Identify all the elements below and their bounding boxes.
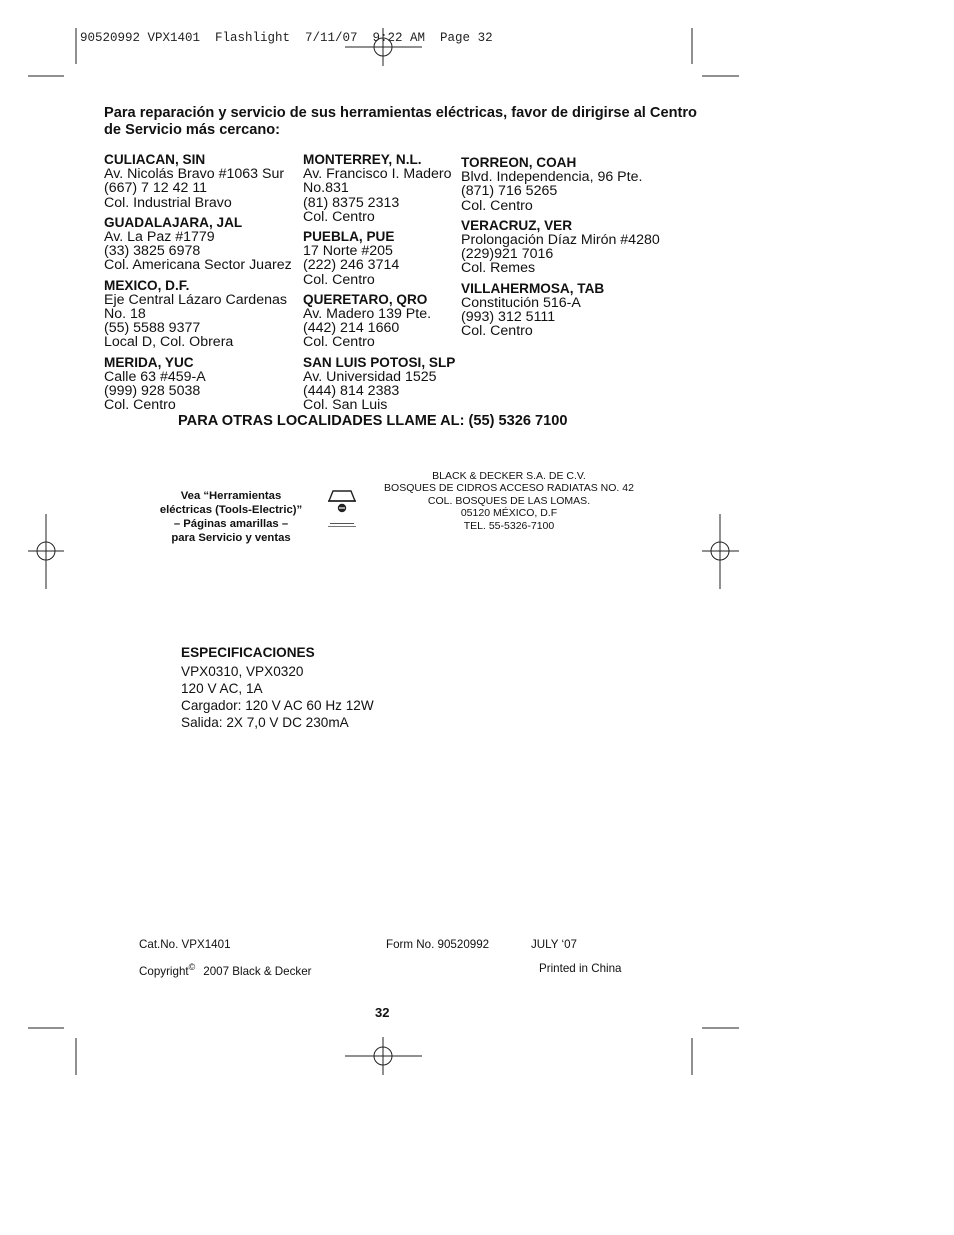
phone-line: (222) 246 3714 [303, 257, 400, 274]
address-line: Blvd. Independencia, 96 Pte. [461, 169, 643, 186]
service-center-puebla [303, 230, 455, 287]
city-name: SAN LUIS POTOSI, SLP [303, 354, 456, 370]
service-center-villahermosa [461, 282, 660, 339]
colonia-line: Col. Centro [104, 397, 176, 414]
spec-line: Cargador: 120 V AC 60 Hz 12W [181, 698, 374, 713]
colonia-line: Col. Industrial Bravo [104, 194, 232, 211]
address-line: Constitución 516-A [461, 294, 581, 311]
service-center-guadalajara [104, 216, 292, 273]
company-name: BLACK & DECKER S.A. DE C.V. [432, 470, 586, 482]
city-name: MEXICO, D.F. [104, 277, 190, 293]
city-name: CULIACAN, SIN [104, 152, 206, 167]
phone-line: (999) 928 5038 [104, 383, 201, 400]
note-line: Vea “Herramientas [180, 490, 282, 502]
service-center-torreon [461, 156, 660, 213]
copyright [139, 962, 312, 978]
service-column-2 [303, 153, 455, 418]
service-column-1 [104, 153, 292, 418]
note-line: para Servicio y ventas [171, 532, 291, 544]
spec-title: ESPECIFICACIONES [181, 645, 315, 660]
spec-line: Salida: 2X 7,0 V DC 230mA [181, 715, 349, 730]
phone-line: (33) 3825 6978 [104, 243, 201, 260]
colonia-line: Col. Centro [461, 323, 533, 340]
colonia-line: Col. Centro [303, 334, 375, 351]
phone-line: (229)921 7016 [461, 246, 554, 263]
address-line: Calle 63 #459-A [104, 368, 206, 385]
colonia-line: Col. Remes [461, 260, 536, 277]
city-name: MONTERREY, N.L. [303, 152, 422, 167]
city-name: QUERETARO, QRO [303, 291, 428, 307]
service-center-monterrey [303, 153, 455, 224]
colonia-line: Col. Centro [461, 197, 533, 214]
phone-line: (871) 716 5265 [461, 183, 558, 200]
copyright-holder: 2007 Black & Decker [203, 964, 312, 978]
colonia-line: Col. Americana Sector Juarez [104, 257, 292, 274]
specifications [181, 644, 374, 731]
address-line: COL. BOSQUES DE LAS LOMAS. [427, 494, 591, 507]
address-line: No. 18 [104, 306, 146, 323]
note-line: – Páginas amarillas – [173, 518, 289, 530]
address-line: 05120 MÉXICO, D.F [460, 507, 558, 520]
service-column-3 [461, 156, 660, 344]
colonia-line: Col. Centro [303, 208, 375, 225]
colonia-line: Local D, Col. Obrera [104, 334, 234, 351]
form-number: Form No. 90520992 [386, 938, 490, 951]
other-locations-callout: PARA OTRAS LOCALIDADES LLAME AL: (55) 5326 7100 [178, 413, 568, 429]
phone-line: (993) 312 5111 [461, 309, 556, 326]
colonia-line: Col. San Luis [303, 397, 388, 414]
phone-line: (81) 8375 2313 [303, 194, 400, 211]
city-name: VERACRUZ, VER [461, 217, 573, 233]
address-line: Av. La Paz #1779 [104, 229, 215, 246]
address-line: No.831 [303, 180, 349, 197]
service-center-mexico-df [104, 279, 292, 350]
city-name: PUEBLA, PUE [303, 229, 395, 245]
copyright-word: Copyright [139, 964, 189, 978]
city-name: MERIDA, YUC [104, 354, 194, 370]
black-decker-address [370, 470, 648, 532]
note-line: eléctricas (Tools-Electric)” [159, 504, 303, 516]
phone-line: (442) 214 1660 [303, 320, 400, 337]
city-name: TORREON, COAH [461, 155, 577, 170]
address-line: Eje Central Lázaro Cardenas [104, 291, 287, 308]
phone-line: (55) 5588 9377 [104, 320, 201, 337]
yellow-pages-logo-icon [324, 487, 360, 535]
address-line: BOSQUES DE CIDROS ACCESO RADIATAS NO. 42 [384, 482, 634, 495]
spec-line: VPX0310, VPX0320 [181, 664, 304, 679]
colonia-line: Col. Centro [303, 271, 375, 288]
city-name: GUADALAJARA, JAL [104, 214, 243, 230]
spec-line: 120 V AC, 1A [181, 681, 263, 696]
service-heading: Para reparación y servicio de sus herramientas eléctricas, favor de dirigirse al Centro de Servicio más cercano: [104, 105, 697, 138]
address-line: Av. Nicolás Bravo #1063 Sur [104, 166, 285, 183]
yellow-pages-note [146, 489, 316, 545]
service-center-queretaro [303, 293, 455, 350]
service-center-merida [104, 356, 292, 413]
service-center-veracruz [461, 219, 660, 276]
address-line: Av. Francisco I. Madero [303, 166, 452, 183]
printed-in: Printed in China [539, 962, 622, 975]
phone-line: (667) 7 12 42 11 [104, 180, 208, 197]
cat-number: Cat.No. VPX1401 [139, 938, 231, 951]
service-center-culiacan [104, 153, 292, 210]
address-line: Prolongación Díaz Mirón #4280 [461, 232, 660, 249]
page-number: 32 [375, 1005, 390, 1020]
phone-line: (444) 814 2383 [303, 383, 400, 400]
service-center-san-luis-potosi [303, 356, 455, 413]
address-line: Av. Madero 139 Pte. [303, 306, 432, 323]
address-line: 17 Norte #205 [303, 243, 393, 260]
copyright-symbol: © [188, 962, 196, 972]
print-date: JULY ‘07 [531, 938, 577, 951]
printer-slug: 90520992 VPX1401 Flashlight 7/11/07 9:22 AM Page 32 [80, 31, 493, 45]
phone-line: TEL. 55-5326-7100 [463, 519, 555, 532]
city-name: VILLAHERMOSA, TAB [461, 280, 605, 296]
address-line: Av. Universidad 1525 [303, 368, 437, 385]
